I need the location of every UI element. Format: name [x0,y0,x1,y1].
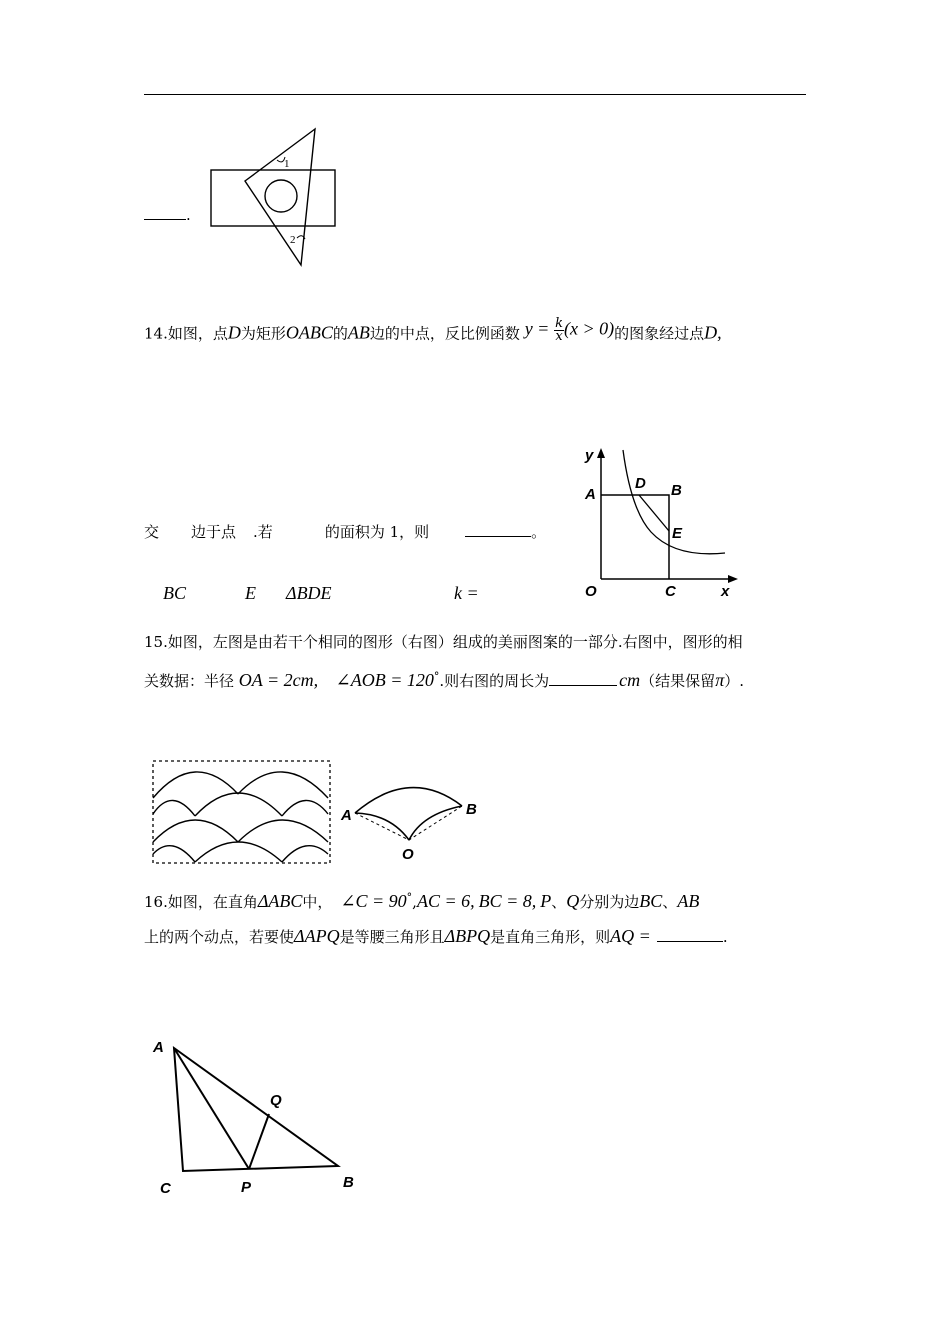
label-A: A [585,486,596,503]
angle-1-label: 1 [284,158,290,170]
segment-PQ [249,1114,269,1169]
figure-15 [150,758,485,868]
circle [265,180,297,212]
math-triangle-BDE: ΔBDE [286,583,332,603]
rectangle-OABC [601,495,669,579]
label-P: P [241,1179,252,1196]
single-scale-shape [355,788,462,840]
math-E: E [245,583,256,603]
rectangle [211,170,335,226]
q14-line1: 14.如图，点D为矩形OABC的AB边的中点，反比例函数 y = $\frac{k}{x}$ (x > 0)的图象经过点D, [144,316,722,344]
math-k: k = [454,583,479,603]
label-A: A [153,1039,164,1056]
label-B: B [466,801,477,818]
q15-line1: 15.如图，左图是由若干个相同的图形（右图）组成的美丽图案的一部分.右图中，图形的相 [144,633,743,651]
label-D: D [635,475,646,492]
q16-line2: 上的两个动点，若要使ΔAPQ是等腰三角形且ΔBPQ是直角三角形，则AQ = . [144,926,728,946]
function-formula: y = $\frac{k}{x}$ (x > 0) [524,316,615,344]
angle-2-label: 2 [290,234,296,246]
label-B: B [671,482,682,499]
label-y: y [585,447,594,464]
q14-line2: 交 边于点 .若 的面积为 1，则 。 [144,523,547,541]
q15-line2: 关数据：半径 OA = 2cm, ∠AOB = 120°.则右图的周长为 cm（结果保留π）. [144,670,744,690]
label-Q: Q [270,1092,282,1109]
math-BC: BC [163,583,187,603]
figure-16 [150,1035,360,1200]
label-O: O [585,583,597,600]
q16-line1: 16.如图，在直角ΔABC中， ∠C = 90°,AC = 6, BC = 8, P、Q分别为边BC、AB [144,891,700,911]
label-E: E [672,525,683,542]
header-rule [144,94,806,95]
scale-pattern [153,772,328,862]
label-O: O [402,846,414,863]
label-A: A [341,807,352,824]
label-C: C [665,583,676,600]
segment-DE [639,495,669,531]
label-C: C [160,1180,171,1197]
label-B: B [343,1174,354,1191]
figure-13 [205,125,340,270]
q13-answer-line: . [144,205,191,225]
segment-AP [174,1048,249,1169]
label-x: x [721,583,730,600]
triangle [245,129,315,265]
figure-14 [575,440,745,605]
